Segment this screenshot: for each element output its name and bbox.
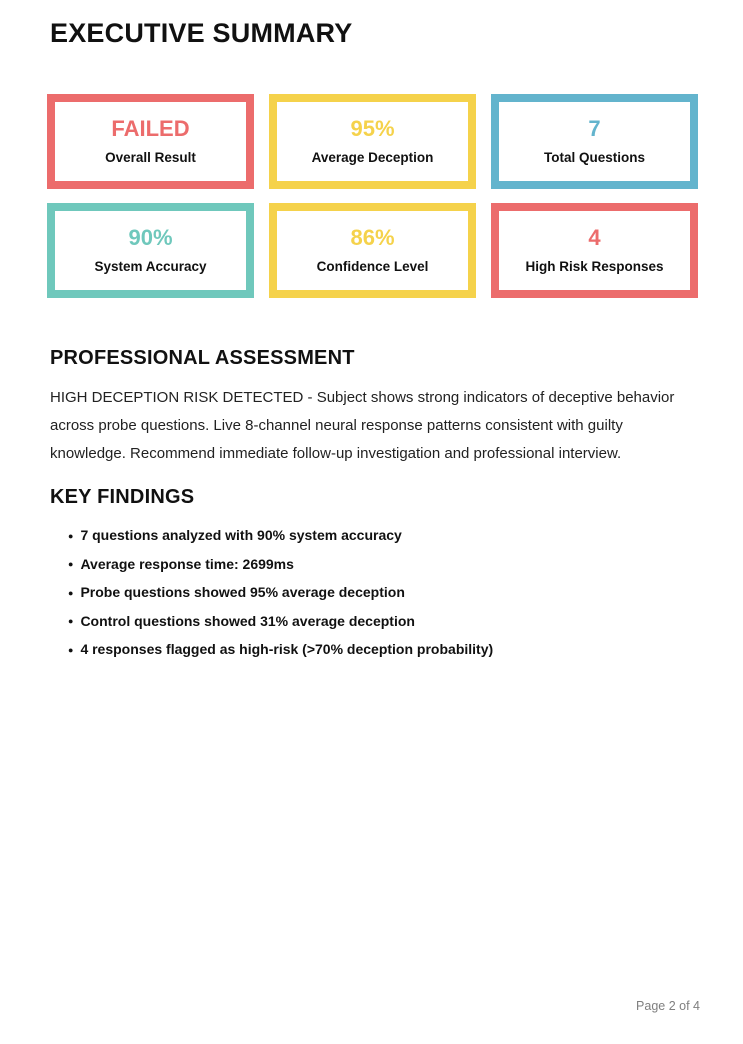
key-finding-item <box>68 642 698 658</box>
summary-card <box>491 94 698 189</box>
page-title: EXECUTIVE SUMMARY <box>50 18 353 48</box>
summary-card-value: 7 <box>588 116 601 142</box>
key-finding-item <box>68 557 698 573</box>
summary-card <box>491 203 698 298</box>
key-finding-text: Control questions showed 31% average deception <box>80 612 415 629</box>
key-finding-text: 4 responses flagged as high-risk (>70% deception probability) <box>80 641 494 658</box>
summary-card-label: Overall Result <box>105 150 196 166</box>
bullet-icon: ● <box>68 530 74 541</box>
section-heading-professional-assessment: PROFESSIONAL ASSESSMENT <box>50 347 355 370</box>
page-footer: Page 2 of 4 <box>636 999 700 1013</box>
summary-card-label: System Accuracy <box>94 259 207 275</box>
summary-card-label: Average Deception <box>311 150 434 166</box>
assessment-body-text: HIGH DECEPTION RISK DETECTED - Subject shows strong indicators of deceptive behavior across probe questions. Live 8-channel neural response patterns consistent with guilty knowledge. Recommend immediate follow-up investigation and professional interview. <box>50 389 675 463</box>
key-finding-item <box>68 585 698 601</box>
bullet-icon: ● <box>68 587 74 598</box>
key-finding-item <box>68 528 698 544</box>
summary-card-label: Total Questions <box>543 150 645 166</box>
bullet-icon: ● <box>68 616 74 627</box>
summary-card-value: 4 <box>588 225 601 251</box>
bullet-icon: ● <box>68 559 74 570</box>
key-finding-text: Probe questions showed 95% average deception <box>80 584 405 601</box>
summary-card-value: FAILED <box>111 116 190 142</box>
key-finding-item <box>68 614 698 630</box>
summary-cards-grid <box>47 94 698 298</box>
key-findings-list <box>68 528 698 658</box>
summary-card <box>47 94 254 189</box>
summary-card-value: 90% <box>128 225 173 251</box>
key-finding-text: Average response time: 2699ms <box>80 555 294 572</box>
key-finding-text: 7 questions analyzed with 90% system accuracy <box>80 527 402 544</box>
summary-card <box>269 94 476 189</box>
summary-card <box>47 203 254 298</box>
summary-card <box>269 203 476 298</box>
bullet-icon: ● <box>68 644 74 655</box>
summary-card-value: 95% <box>350 116 395 142</box>
summary-card-value: 86% <box>350 225 395 251</box>
section-heading-key-findings: KEY FINDINGS <box>50 486 195 509</box>
summary-card-label: High Risk Responses <box>525 259 664 275</box>
summary-card-label: Confidence Level <box>316 259 429 275</box>
